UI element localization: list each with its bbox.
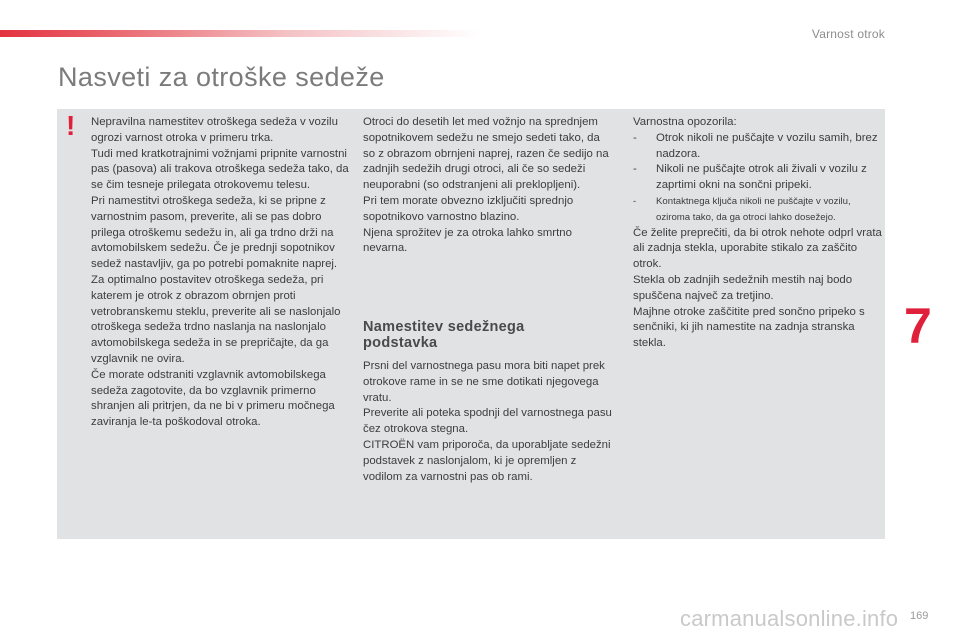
paragraph: CITROËN vam priporoča, da uporabljate sedežni podstavek z naslonjalom, ki je opremljen z vodilom za varnostni pas ob rami. (363, 438, 611, 483)
paragraph: Prsni del varnostnega pasu mora biti napet prek otrokove rame in se ne sme dotikati njegovega vratu. (363, 360, 605, 404)
column-middle (363, 115, 613, 257)
paragraph: Otroci do desetih let med vožnjo na sprednjem sopotnikovem sedežu ne smejo sedeti tako, da so z obrazom obrnjeni naprej, razen če sedijo na zadnjih sedežih drugi otroci, ali če so sedeži neuporabni (so odstranjeni ali preklopljeni). (363, 116, 609, 192)
list-item (633, 194, 883, 226)
header-accent-bar (0, 30, 480, 37)
chapter-number: 7 (904, 298, 932, 354)
paragraph: Pri namestitvi otroškega sedeža, ki se pripne z varnostnim pasom, preverite, ali se pas dobro prilega otroškemu sedežu in, ali ga trdno drži na avtomobilskem sedežu. Če je prednji sopotnikov sedež nastavljiv, ga po potrebi pomaknite naprej. (91, 194, 338, 271)
paragraph: Njena sprožitev je za otroka lahko smrtno nevarna. (363, 226, 572, 255)
list-item (633, 162, 883, 194)
paragraph: Pri tem morate obvezno izključiti sprednjo sopotnikovo varnostno blazino. (363, 194, 574, 223)
subheading-booster-seat: Namestitev sedežnega podstavka (363, 319, 525, 351)
list-item-text: Nikoli ne puščajte otrok ali živali v vozilu z zaprtimi okni na sončni pripeki. (656, 163, 867, 192)
page-number: 169 (910, 610, 929, 622)
paragraph: Če želite preprečiti, da bi otrok nehote odprl vrata ali zadnja stekla, uporabite stikalo za zaščito otrok. (633, 226, 882, 271)
paragraph: Stekla ob zadnjih sedežnih mestih naj bodo spuščena največ za tretjino. (633, 273, 853, 302)
watermark: carmanualsonline.info (680, 606, 899, 631)
list-item-text: Kontaktnega ključa nikoli ne puščajte v vozilu, oziroma tako, da ga otroci lahko dosežejo. (656, 195, 851, 223)
exclamation-icon: ! (66, 110, 76, 141)
page-title: Nasveti za otroške sedeže (58, 62, 385, 92)
column-left (91, 115, 353, 431)
warnings-intro: Varnostna opozorila: (633, 116, 737, 128)
list-dash: - (633, 163, 637, 176)
paragraph: Nepravilna namestitev otroškega sedeža v vozilu ogrozi varnost otroka v primeru trka. (91, 116, 338, 144)
list-dash: - (633, 195, 637, 207)
list-item (633, 131, 883, 163)
section-title: Varnost otrok (811, 27, 885, 41)
paragraph: Tudi med kratkotrajnimi vožnjami pripnite varnostni pas (pasova) ali trakova otroškega sedeža tako, da se čim tesneje prilegata otrokovemu telesu. (91, 147, 349, 192)
paragraph: Če morate odstraniti vzglavnik avtomobilskega sedeža zagotovite, da bo vzglavnik primerno shranjen ali pritrjen, da ne bi v primeru močnega zaviranja le-ta poškodoval otroka. (91, 368, 335, 429)
paragraph: Za optimalno postavitev otroškega sedeža, pri katerem je otrok z obrazom obrnjen proti vetrobranskemu steklu, preverite ali se naslonjalo otroškega sedeža trdno naslanja na naslonjalo avtomobilskega sedeža in se prepričajte, da ga vzglavnik ne ovira. (91, 273, 341, 365)
list-dash: - (633, 131, 637, 144)
list-item-text: Otrok nikoli ne puščajte v vozilu samih, brez nadzora. (656, 131, 878, 160)
column-right (633, 115, 883, 352)
paragraph: Preverite ali poteka spodnji del varnostnega pasu čez otrokova stegna. (363, 407, 612, 436)
column-middle-sub (363, 359, 615, 485)
paragraph: Majhne otroke zaščitite pred sončno pripeko s senčniki, ki jih namestite na zadnja stranska stekla. (633, 305, 865, 350)
